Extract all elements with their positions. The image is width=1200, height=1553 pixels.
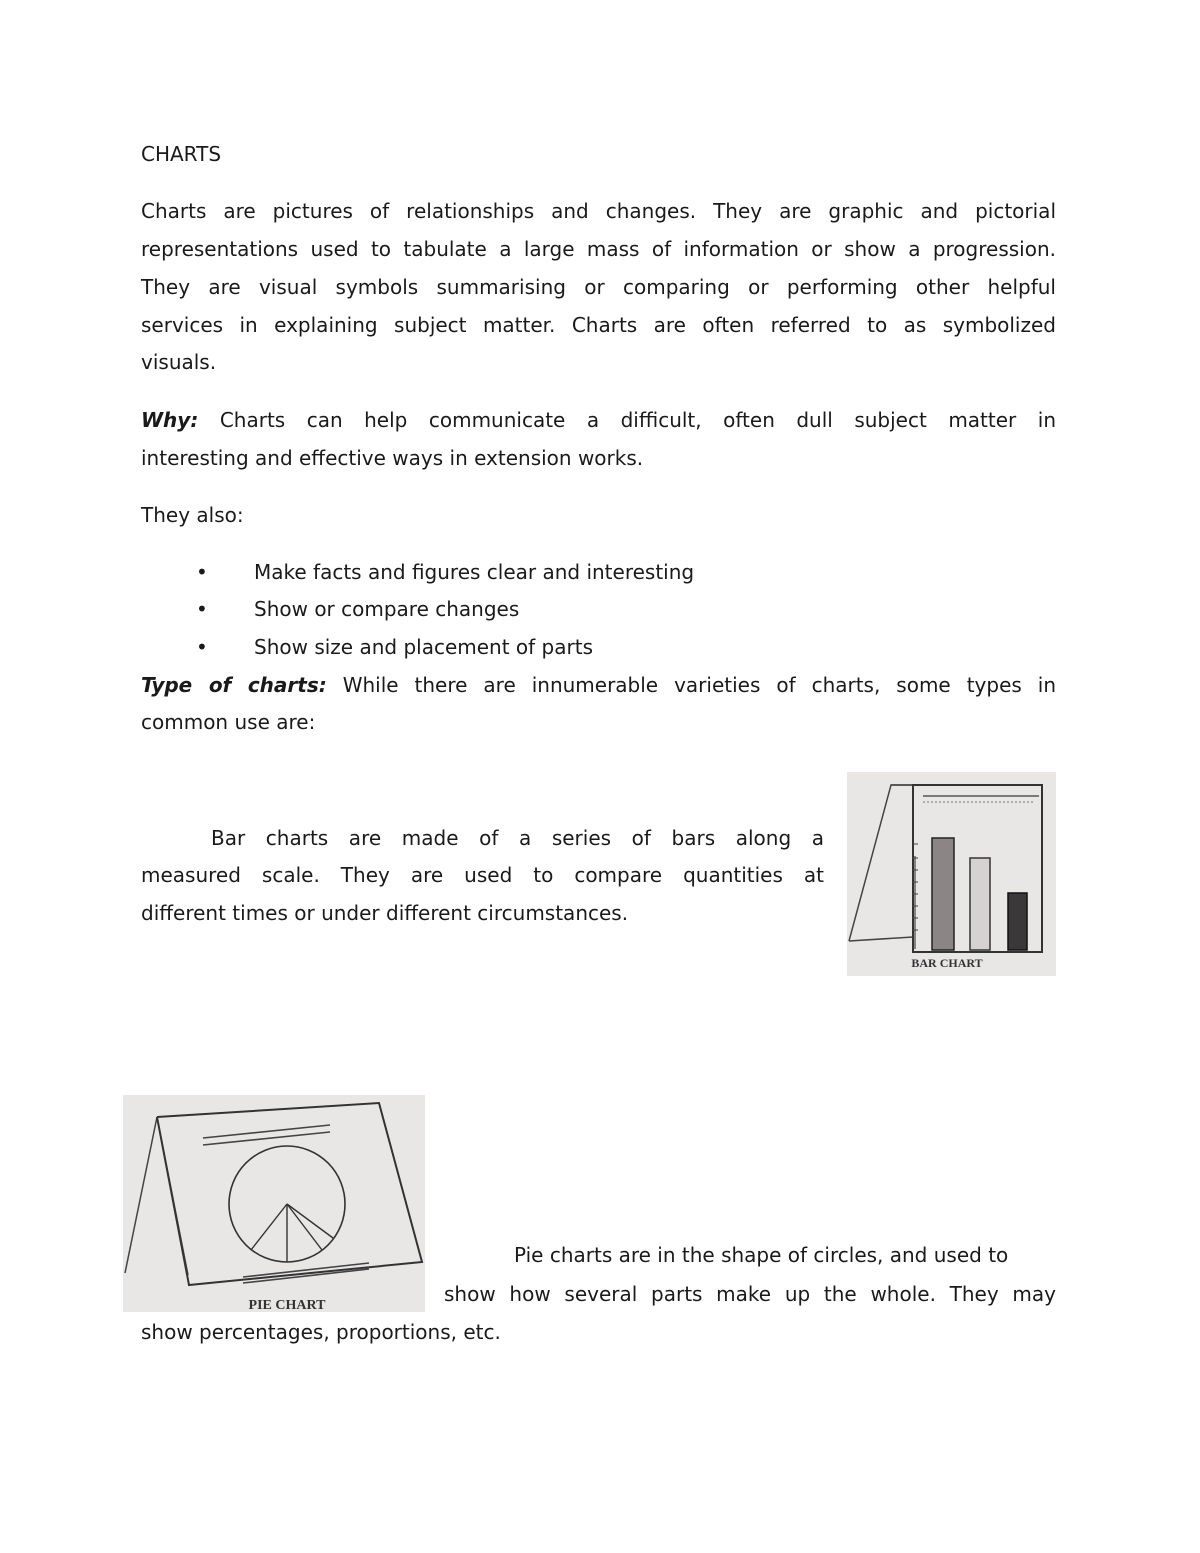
pie-slice-line [287, 1204, 333, 1238]
board-outline [157, 1103, 422, 1285]
easel-back-outline [125, 1117, 188, 1275]
pie-text-line-1: Pie charts are in the shape of circles, and used to [514, 1243, 1009, 1267]
why-label: Why: [141, 408, 199, 432]
bar-chart-illustration [847, 772, 1056, 976]
list-item: Make facts and figures clear and interesting [254, 560, 695, 584]
intro-line-5: visuals. [141, 350, 217, 374]
title-rule-2 [203, 1132, 330, 1145]
pie-chart-illustration [123, 1095, 425, 1312]
list-item: Show or compare changes [254, 597, 520, 621]
intro-line-4: services in explaining subject matter. Charts are often referred to as symbolized [141, 313, 1056, 337]
pie-chart-caption: PIE CHART [248, 1298, 326, 1312]
intro-line-2: representations used to tabulate a large mass of information or show a progression. [141, 237, 1056, 261]
easel-base-outline [849, 937, 913, 941]
also-intro: They also: [141, 503, 244, 527]
bar-chart-figure [847, 772, 1056, 976]
intro-line-1: Charts are pictures of relationships and changes. They are graphic and pictorial [141, 199, 1056, 223]
bottom-rule-2 [243, 1269, 369, 1283]
bar-text-line-2: measured scale. They are used to compare quantities at [141, 863, 824, 887]
pie-chart-figure [123, 1095, 425, 1312]
bar-2 [970, 858, 990, 950]
why-line-1 [141, 408, 1056, 432]
why-text: Charts can help communicate a difficult, often dull subject matter in [198, 408, 1056, 432]
bullet-dot: • [196, 635, 208, 659]
pie-slice-line [287, 1204, 322, 1250]
types-label: Type of charts: [141, 673, 327, 697]
page-title: CHARTS [141, 142, 222, 166]
types-line-2: common use are: [141, 710, 316, 734]
bar-1 [932, 838, 954, 950]
bar-3 [1008, 893, 1027, 950]
pie-text-line-2: show how several parts make up the whole. They may [444, 1282, 1056, 1306]
bullet-dot: • [196, 560, 208, 584]
pie-text-line-3: show percentages, proportions, etc. [141, 1320, 501, 1344]
types-line-1 [141, 673, 1056, 697]
bar-text-line-1: Bar charts are made of a series of bars along a [211, 826, 824, 850]
types-text: While there are innumerable varieties of charts, some types in [326, 673, 1056, 697]
list-item: Show size and placement of parts [254, 635, 593, 659]
intro-line-3: They are visual symbols summarising or comparing or performing other helpful [141, 275, 1056, 299]
why-line-2: interesting and effective ways in extension works. [141, 446, 644, 470]
bar-chart-caption: BAR CHART [911, 956, 983, 970]
bar-text-line-3: different times or under different circumstances. [141, 901, 629, 925]
bullet-dot: • [196, 597, 208, 621]
pie-slice-line [251, 1204, 287, 1250]
title-rule-1 [203, 1125, 330, 1138]
